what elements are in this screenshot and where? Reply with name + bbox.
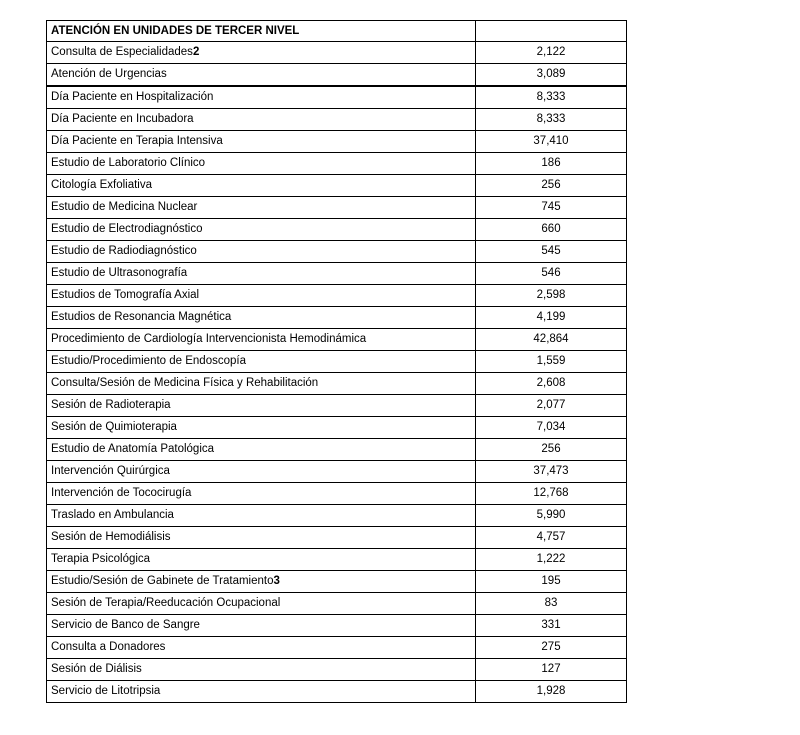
row-label <box>47 461 476 483</box>
row-label <box>47 109 476 131</box>
table-row <box>47 131 627 153</box>
table-row <box>47 571 627 593</box>
row-value: 8,333 <box>476 86 627 109</box>
table-row <box>47 527 627 549</box>
row-label <box>47 659 476 681</box>
row-label-text: Sesión de Radioterapia <box>51 399 171 411</box>
row-label-text: Estudio de Radiodiagnóstico <box>51 245 197 257</box>
row-value: 195 <box>476 571 627 593</box>
row-label <box>47 373 476 395</box>
row-label <box>47 527 476 549</box>
row-label <box>47 241 476 263</box>
row-label <box>47 285 476 307</box>
row-label <box>47 263 476 285</box>
table-row <box>47 263 627 285</box>
table-row <box>47 593 627 615</box>
row-value: 660 <box>476 219 627 241</box>
row-value: 12,768 <box>476 483 627 505</box>
table-row <box>47 329 627 351</box>
table-row <box>47 439 627 461</box>
row-value: 1,222 <box>476 549 627 571</box>
row-label-text: Estudio/Sesión de Gabinete de Tratamiento <box>51 575 274 587</box>
row-label <box>47 417 476 439</box>
row-value: 127 <box>476 659 627 681</box>
table-header-row <box>47 21 627 42</box>
table-row <box>47 197 627 219</box>
row-value: 5,990 <box>476 505 627 527</box>
table-row <box>47 86 627 109</box>
row-label-text: Servicio de Banco de Sangre <box>51 619 200 631</box>
row-label <box>47 153 476 175</box>
row-label <box>47 42 476 64</box>
row-value: 83 <box>476 593 627 615</box>
row-label-text: Estudios de Resonancia Magnética <box>51 311 232 323</box>
table-row <box>47 64 627 87</box>
table-row <box>47 681 627 703</box>
row-value: 2,122 <box>476 42 627 64</box>
row-label-text: Estudio de Medicina Nuclear <box>51 201 198 213</box>
row-label-text: Atención de Urgencias <box>51 68 167 80</box>
row-value: 2,608 <box>476 373 627 395</box>
row-label-text: Servicio de Litotripsia <box>51 685 161 697</box>
row-label-text: Intervención de Tococirugía <box>51 487 192 499</box>
row-label-text: Estudio de Electrodiagnóstico <box>51 223 203 235</box>
row-label <box>47 131 476 153</box>
row-label-text: Procedimiento de Cardiología Intervencionista Hemodinámica <box>51 333 367 345</box>
row-value: 545 <box>476 241 627 263</box>
row-label-text: Terapia Psicológica <box>51 553 151 565</box>
table-row <box>47 483 627 505</box>
table-header-label: ATENCIÓN EN UNIDADES DE TERCER NIVEL <box>47 21 476 42</box>
row-label <box>47 483 476 505</box>
row-label-text: Consulta de Especialidades <box>51 46 193 58</box>
row-label-text: Día Paciente en Hospitalización <box>51 91 214 103</box>
row-label <box>47 593 476 615</box>
table-row <box>47 417 627 439</box>
row-label <box>47 86 476 109</box>
table-row <box>47 285 627 307</box>
table-row <box>47 109 627 131</box>
row-value: 331 <box>476 615 627 637</box>
row-label-text: Estudio/Procedimiento de Endoscopía <box>51 355 246 367</box>
footnote-marker: 2 <box>192 46 200 58</box>
row-label-text: Estudio de Ultrasonografía <box>51 267 188 279</box>
table-row <box>47 395 627 417</box>
row-label-text: Día Paciente en Incubadora <box>51 113 194 125</box>
row-label-text: Estudios de Tomografía Axial <box>51 289 200 301</box>
row-label <box>47 505 476 527</box>
row-label-text: Estudio de Laboratorio Clínico <box>51 157 206 169</box>
row-value: 37,473 <box>476 461 627 483</box>
row-value: 256 <box>476 439 627 461</box>
row-label <box>47 439 476 461</box>
row-label <box>47 307 476 329</box>
row-label <box>47 197 476 219</box>
row-label-text: Consulta/Sesión de Medicina Física y Rehabilitación <box>51 377 319 389</box>
footnote-marker: 3 <box>273 575 280 587</box>
row-label-text: Intervención Quirúrgica <box>51 465 170 477</box>
row-value: 256 <box>476 175 627 197</box>
table-row <box>47 373 627 395</box>
row-value: 4,757 <box>476 527 627 549</box>
row-value: 7,034 <box>476 417 627 439</box>
table-row <box>47 637 627 659</box>
row-value: 8,333 <box>476 109 627 131</box>
table-row <box>47 219 627 241</box>
row-value: 37,410 <box>476 131 627 153</box>
row-label <box>47 64 476 87</box>
table-row <box>47 153 627 175</box>
table-row <box>47 351 627 373</box>
table-row <box>47 461 627 483</box>
row-value: 745 <box>476 197 627 219</box>
row-label-text: Sesión de Diálisis <box>51 663 142 675</box>
row-label <box>47 329 476 351</box>
table-row <box>47 505 627 527</box>
row-label-text: Sesión de Hemodiálisis <box>51 531 171 543</box>
cost-table <box>46 20 627 703</box>
cost-table-body <box>47 21 627 703</box>
row-label <box>47 395 476 417</box>
row-label <box>47 219 476 241</box>
table-row <box>47 175 627 197</box>
row-value: 275 <box>476 637 627 659</box>
row-value: 186 <box>476 153 627 175</box>
row-label <box>47 549 476 571</box>
row-value: 1,559 <box>476 351 627 373</box>
table-row <box>47 549 627 571</box>
row-label <box>47 615 476 637</box>
row-value: 546 <box>476 263 627 285</box>
row-label <box>47 571 476 593</box>
row-value: 4,199 <box>476 307 627 329</box>
table-row <box>47 659 627 681</box>
row-value: 3,089 <box>476 64 627 87</box>
table-row <box>47 615 627 637</box>
table-row <box>47 307 627 329</box>
row-label <box>47 681 476 703</box>
table-header-value <box>476 21 627 42</box>
row-value: 1,928 <box>476 681 627 703</box>
row-label-text: Día Paciente en Terapia Intensiva <box>51 135 223 147</box>
row-label <box>47 637 476 659</box>
row-label-text: Sesión de Terapia/Reeducación Ocupacional <box>51 597 281 609</box>
row-label-text: Citología Exfoliativa <box>51 179 152 191</box>
row-label-text: Sesión de Quimioterapia <box>51 421 177 433</box>
row-label <box>47 175 476 197</box>
row-label-text: Estudio de Anatomía Patológica <box>51 443 215 455</box>
row-value: 2,598 <box>476 285 627 307</box>
row-label-text: Traslado en Ambulancia <box>51 509 174 521</box>
row-value: 42,864 <box>476 329 627 351</box>
row-label <box>47 351 476 373</box>
row-label-text: Consulta a Donadores <box>51 641 166 653</box>
table-row <box>47 42 627 64</box>
table-row <box>47 241 627 263</box>
row-value: 2,077 <box>476 395 627 417</box>
